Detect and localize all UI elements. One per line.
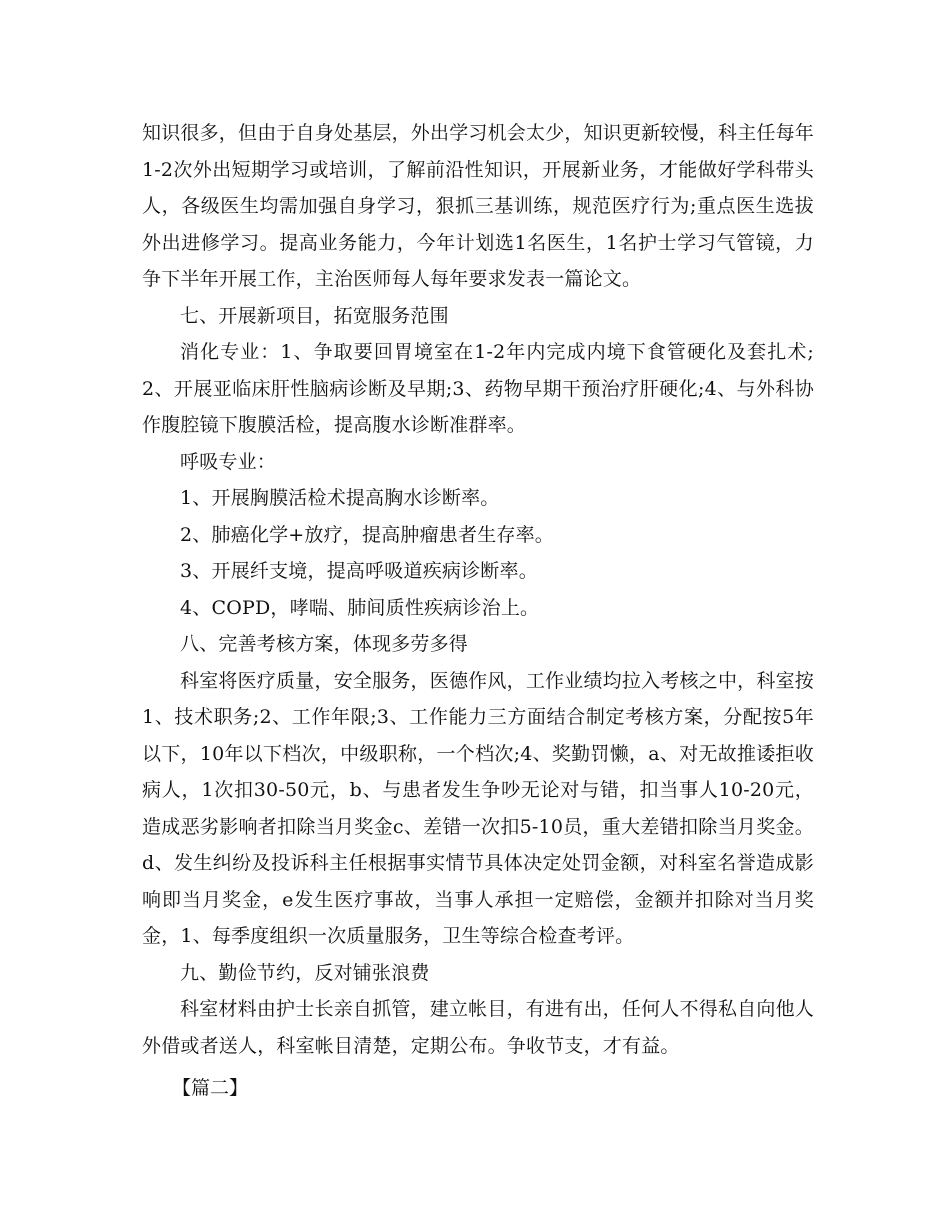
heading-assessment: 八、完善考核方案，体现多劳多得 [180,633,469,655]
list-item: 1、开展胸膜活检术提高胸水诊断率。 [180,487,500,509]
heading-respiratory: 呼吸专业： [180,450,277,473]
list-item: 3、开展纤支境，提高呼吸道疾病诊断率。 [180,560,538,582]
paragraph-digestive: 消化专业：1、争取要回胃境室在1-2年内完成内境下食管硬化及套扎术;2、开展亚临床肝性脑病诊断及早期;3、药物早期干预治疗肝硬化;4、与外科协作腹腔镜下腹膜活检，提高腹水诊断准群率。 [142,341,814,436]
document-body [142,115,814,1107]
section-marker: 【篇二】 [172,1077,249,1099]
list-item: 2、肺癌化学+放疗，提高肿瘤患者生存率。 [180,523,555,546]
list-item: 4、COPD，哮喘、肺间质性疾病诊治上。 [180,596,540,619]
heading-new-projects: 七、开展新项目，拓宽服务范围 [180,304,449,327]
heading-thrift: 九、勤俭节约，反对铺张浪费 [180,961,430,984]
paragraph-assessment: 科室将医疗质量，安全服务，医德作风，工作业绩均拉入考核之中，科室按1、技术职务;2、工作年限;3、工作能力三方面结合制定考核方案，分配按5年以下，10年以下档次，中级职称，一个档次;4、奖勤罚懒，a、对无故推诿拒收病人，1次扣30-50元，b、与患者发生争吵无论对与错，扣当事人10-20元，造成恶劣影响者扣除当月奖金c、差错一次扣5-10员，重大差错扣除当月奖金。d、发生纠纷及投诉科主任根据事实情节具体决定处罚金额，对科室名誉造成影响即当月奖金，e发生医疗事故，当事人承担一定赔偿，金额并扣除对当月奖金，1、每季度组织一次质量服务，卫生等综合检查考评。 [142,669,814,947]
paragraph-training: 知识很多，但由于自身处基层，外出学习机会太少，知识更新较慢，科主任每年1-2次外出短期学习或培训，了解前沿性知识，开展新业务，才能做好学科带头人，各级医生均需加强自身学习，狠抓三基训练，规范医疗行为;重点医生选拔外出进修学习。提高业务能力，今年计划选1名医生，1名护士学习气管镜，力争下半年开展工作，主治医师每人每年要求发表一篇论文。 [142,122,815,290]
paragraph-thrift: 科室材料由护士长亲自抓管，建立帐目，有进有出，任何人不得私自向他人外借或者送人，科室帐目清楚，定期公布。争收节支，才有益。 [142,998,814,1057]
